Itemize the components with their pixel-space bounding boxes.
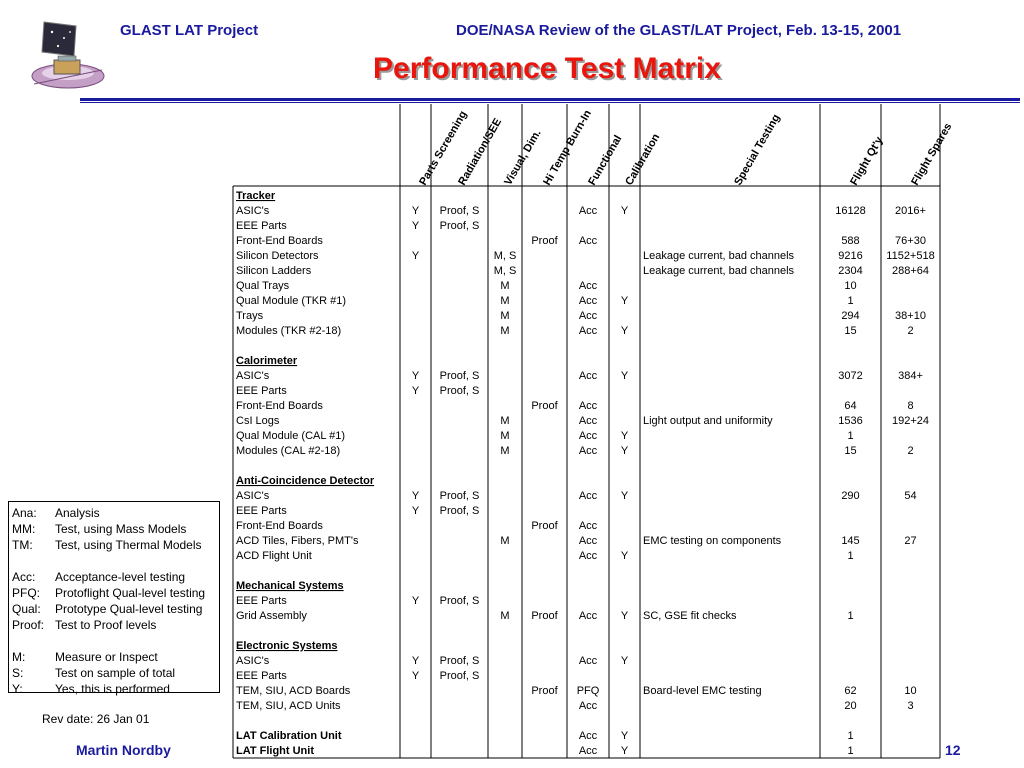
table-cell: Y <box>411 655 420 667</box>
table-cell: Y <box>620 610 629 622</box>
row-label: ASIC's <box>236 655 270 667</box>
table-cell: PFQ <box>576 685 600 697</box>
legend-item <box>11 601 219 617</box>
table-cell: 64 <box>844 400 857 412</box>
legend-desc: Test, using Mass Models <box>55 522 187 536</box>
header-project-name: GLAST LAT Project <box>120 22 259 39</box>
section-heading: Anti-Coincidence Detector <box>236 475 375 487</box>
table-cell: 10 <box>904 685 917 697</box>
table-cell: 54 <box>904 490 917 502</box>
legend-key: Acc: <box>12 570 36 584</box>
column-header: Parts Screening <box>417 108 470 188</box>
legend-desc: Analysis <box>55 506 100 520</box>
table-cell: M, S <box>493 265 517 277</box>
table-cell: M <box>500 280 510 292</box>
table-cell: Acc <box>578 295 598 307</box>
row-label: CsI Logs <box>236 415 280 427</box>
table-cell: Y <box>620 445 629 457</box>
table-cell: Y <box>411 595 420 607</box>
row-label: Silicon Detectors <box>236 250 319 262</box>
row-label: Modules (CAL #2-18) <box>236 445 341 457</box>
legend-desc: Measure or Inspect <box>55 650 158 664</box>
legend-desc: Test to Proof levels <box>55 618 157 632</box>
table-cell: Y <box>620 655 629 667</box>
table-cell: 1 <box>847 295 854 307</box>
table-cell: M, S <box>493 250 517 262</box>
table-cell: 76+30 <box>895 235 926 247</box>
row-label: Modules (TKR #2-18) <box>236 325 342 337</box>
table-cell: Y <box>411 220 420 232</box>
rev-date: Rev date: 26 Jan 01 <box>42 712 150 726</box>
column-header: Flight Qt'y <box>848 134 886 188</box>
row-label: TEM, SIU, ACD Units <box>236 700 341 712</box>
table-cell: 290 <box>841 490 860 502</box>
row-label: EEE Parts <box>236 220 287 232</box>
legend-desc: Test, using Thermal Models <box>55 538 202 552</box>
legend-item <box>11 537 219 553</box>
table-cell: 16128 <box>835 205 866 217</box>
table-cell: Acc <box>578 535 598 547</box>
table-cell: Y <box>411 205 420 217</box>
table-cell: Y <box>411 250 420 262</box>
legend-desc: Prototype Qual-level testing <box>55 602 203 616</box>
table-cell: Light output and uniformity <box>643 415 773 427</box>
legend-item <box>11 681 219 697</box>
table-cell: Acc <box>578 730 598 742</box>
row-label: ASIC's <box>236 490 270 502</box>
table-cell: Proof, S <box>439 595 480 607</box>
table-cell: 2304 <box>838 265 863 277</box>
row-label: ACD Flight Unit <box>236 550 312 562</box>
table-cell: Proof, S <box>439 505 480 517</box>
table-cell: 1536 <box>838 415 863 427</box>
row-label: EEE Parts <box>236 505 287 517</box>
table-cell: Acc <box>578 550 598 562</box>
table-cell: M <box>500 310 510 322</box>
table-cell: 1152+518 <box>886 250 935 262</box>
table-cell: 1 <box>847 430 854 442</box>
table-cell: Acc <box>578 235 598 247</box>
table-cell: Proof, S <box>439 385 480 397</box>
table-cell: 1 <box>847 745 854 757</box>
row-label: Front-End Boards <box>236 235 323 247</box>
table-cell: Y <box>411 505 420 517</box>
legend-item <box>11 585 219 601</box>
table-cell: Y <box>620 295 629 307</box>
column-header: Flight Spares <box>909 121 955 188</box>
table-cell: 294 <box>841 310 860 322</box>
table-cell: Acc <box>578 745 598 757</box>
row-label: Qual Trays <box>236 280 290 292</box>
table-cell: 62 <box>844 685 857 697</box>
table-cell: Proof, S <box>439 490 480 502</box>
table-cell: Acc <box>578 430 598 442</box>
table-cell: 192+24 <box>891 415 930 427</box>
legend-key: Y: <box>12 682 23 696</box>
legend-key: M: <box>12 650 26 664</box>
table-cell: 2 <box>907 445 914 457</box>
table-cell: Leakage current, bad channels <box>643 265 795 277</box>
table-cell: 15 <box>844 445 857 457</box>
row-label: Trays <box>236 310 264 322</box>
table-cell: Y <box>411 385 420 397</box>
table-cell: 9216 <box>838 250 863 262</box>
table-cell: Acc <box>578 520 598 532</box>
table-cell: 1 <box>847 730 854 742</box>
table-cell: Y <box>620 745 629 757</box>
table-cell: 588 <box>841 235 860 247</box>
table-cell: Acc <box>578 700 598 712</box>
legend-key: S: <box>12 666 24 680</box>
row-label: Silicon Ladders <box>236 265 312 277</box>
legend-key: Ana: <box>12 506 37 520</box>
table-cell: M <box>500 445 510 457</box>
table-cell: Acc <box>578 310 598 322</box>
table-cell: Y <box>620 730 629 742</box>
table-cell: EMC testing on components <box>643 535 782 547</box>
page-number: 12 <box>945 742 961 758</box>
table-cell: 1 <box>847 550 854 562</box>
table-cell: Proof, S <box>439 670 480 682</box>
column-header: Radiation/SEE <box>456 116 505 188</box>
legend-key: TM: <box>12 538 33 552</box>
table-cell: Acc <box>578 415 598 427</box>
table-cell: Y <box>620 370 629 382</box>
table-cell: Proof, S <box>439 205 480 217</box>
legend-spacer <box>11 633 219 649</box>
table-cell: 145 <box>841 535 860 547</box>
legend-box <box>8 501 220 696</box>
row-label: ACD Tiles, Fibers, PMT's <box>236 535 359 547</box>
row-label: Qual Module (TKR #1) <box>236 295 347 307</box>
column-header: Functional <box>586 133 625 188</box>
legend-item <box>11 505 219 521</box>
legend-desc: Acceptance-level testing <box>55 570 186 584</box>
table-cell: Proof, S <box>439 370 480 382</box>
legend-item <box>11 649 219 665</box>
legend-key: MM: <box>12 522 36 536</box>
row-label: LAT Calibration Unit <box>236 730 342 742</box>
section-heading: Mechanical Systems <box>236 580 344 592</box>
row-label: LAT Flight Unit <box>236 745 314 757</box>
table-cell: Proof <box>531 235 558 247</box>
table-cell: Leakage current, bad channels <box>643 250 795 262</box>
legend-item <box>11 665 219 681</box>
table-cell: 8 <box>907 400 914 412</box>
table-cell: Acc <box>578 370 598 382</box>
table-cell: M <box>500 430 510 442</box>
table-cell: Proof <box>531 400 558 412</box>
table-cell: 2 <box>907 325 914 337</box>
table-cell: M <box>500 610 510 622</box>
table-cell: Acc <box>578 445 598 457</box>
row-label: Grid Assembly <box>236 610 307 622</box>
table-cell: Proof <box>531 520 558 532</box>
table-cell: 1 <box>847 610 854 622</box>
row-label: Front-End Boards <box>236 520 323 532</box>
section-heading: Electronic Systems <box>236 640 338 652</box>
row-label: EEE Parts <box>236 670 287 682</box>
table-cell: Acc <box>578 610 598 622</box>
column-header: Calibration <box>623 131 663 188</box>
row-label: ASIC's <box>236 205 270 217</box>
table-cell: Y <box>620 490 629 502</box>
table-cell: M <box>500 535 510 547</box>
table-cell: Acc <box>578 205 598 217</box>
table-cell: Board-level EMC testing <box>643 685 762 697</box>
table-cell: 2016+ <box>895 205 926 217</box>
table-cell: 27 <box>904 535 917 547</box>
table-cell: 10 <box>844 280 857 292</box>
legend-key: PFQ: <box>12 586 41 600</box>
legend-item <box>11 617 219 633</box>
row-label: EEE Parts <box>236 385 287 397</box>
row-label: ASIC's <box>236 370 270 382</box>
table-cell: Acc <box>578 325 598 337</box>
table-cell: Y <box>620 205 629 217</box>
legend-key: Proof: <box>12 618 45 632</box>
page-title: Performance Test Matrix <box>373 52 721 85</box>
column-header: Hi Temp Burn-In <box>541 108 594 188</box>
table-cell: Y <box>411 370 420 382</box>
section-heading: Calorimeter <box>236 355 298 367</box>
row-label: Front-End Boards <box>236 400 323 412</box>
legend-spacer <box>11 553 219 569</box>
column-header: Visual, Dim. <box>502 127 544 188</box>
table-cell: 3 <box>907 700 914 712</box>
header-review-title: DOE/NASA Review of the GLAST/LAT Project, Feb. 13-15, 2001 <box>456 22 902 39</box>
table-cell: 38+10 <box>895 310 926 322</box>
legend-item <box>11 569 219 585</box>
table-cell: 15 <box>844 325 857 337</box>
table-cell: M <box>500 325 510 337</box>
table-cell: 288+64 <box>891 265 930 277</box>
table-cell: Y <box>411 490 420 502</box>
table-cell: M <box>500 295 510 307</box>
legend-desc: Test on sample of total <box>55 666 176 680</box>
section-heading: Tracker <box>236 190 276 202</box>
legend-key: Qual: <box>12 602 41 616</box>
table-cell: 20 <box>844 700 857 712</box>
table-cell: Proof, S <box>439 655 480 667</box>
table-cell: Proof, S <box>439 220 480 232</box>
column-header: Special Testing <box>732 112 783 188</box>
legend-desc: Yes, this is performed <box>55 682 170 696</box>
table-cell: Y <box>411 670 420 682</box>
table-cell: Y <box>620 325 629 337</box>
row-label: TEM, SIU, ACD Boards <box>236 685 351 697</box>
table-cell: Acc <box>578 490 598 502</box>
table-cell: Proof <box>531 610 558 622</box>
table-cell: 384+ <box>898 370 923 382</box>
table-cell: Proof <box>531 685 558 697</box>
row-label: Qual Module (CAL #1) <box>236 430 346 442</box>
table-cell: Y <box>620 550 629 562</box>
table-cell: M <box>500 415 510 427</box>
legend-desc: Protoflight Qual-level testing <box>55 586 206 600</box>
table-cell: 3072 <box>838 370 863 382</box>
footer-author: Martin Nordby <box>76 742 171 758</box>
legend-item <box>11 521 219 537</box>
table-cell: Acc <box>578 280 598 292</box>
table-cell: Acc <box>578 400 598 412</box>
table-cell: Y <box>620 430 629 442</box>
row-label: EEE Parts <box>236 595 287 607</box>
table-cell: SC, GSE fit checks <box>643 610 737 622</box>
table-cell: Acc <box>578 655 598 667</box>
